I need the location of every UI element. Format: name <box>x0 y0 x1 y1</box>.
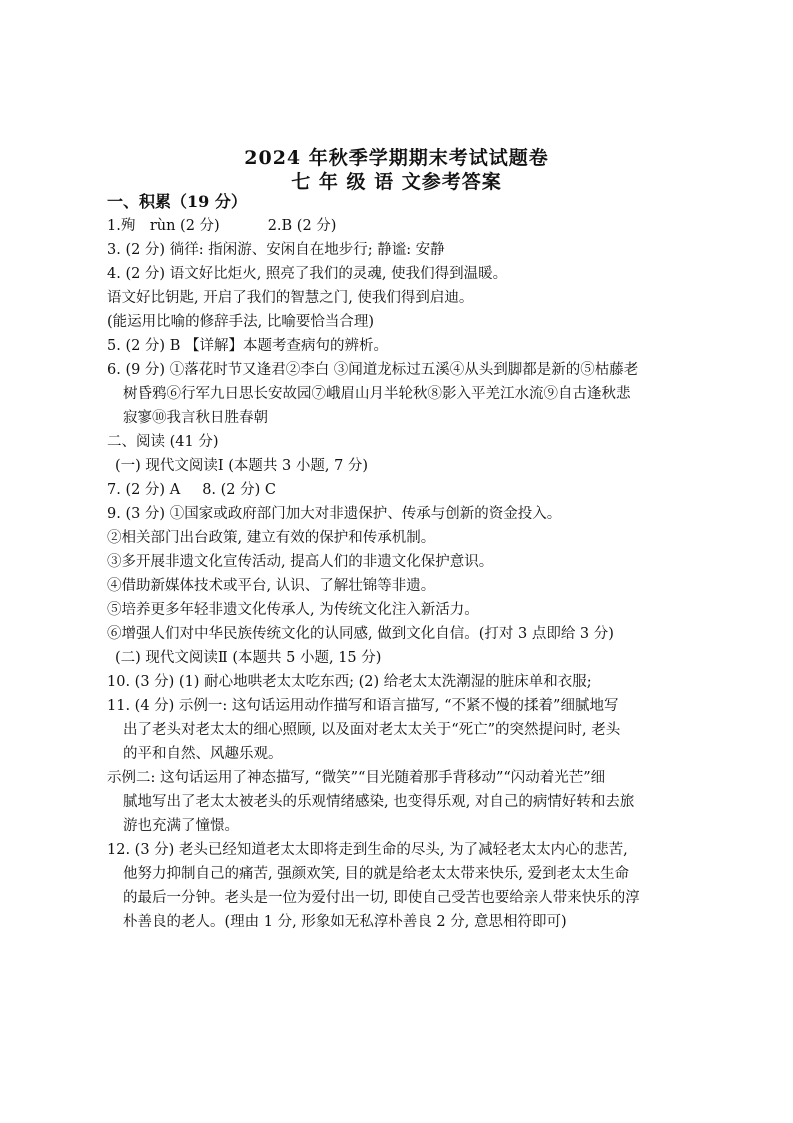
answer-q11: 11. (4 分) 示例一: 这句话运用动作描写和语言描写, “不紧不慢的揉着”细腻地写 <box>107 698 619 714</box>
answer-q11-line3: 的平和自然、风趣乐观。 <box>123 746 283 762</box>
answer-q9-point3: ③多开展非遗文化宣传活动, 提高人们的非遗文化保护意识。 <box>107 554 494 570</box>
answer-q11-line2: 出了老头对老太太的细心照顾, 以及面对老太太关于“死亡”的突然提问时, 老头 <box>123 722 621 738</box>
answer-q9-point4: ④借助新媒体技术或平台, 认识、了解壮锦等非遗。 <box>107 578 436 594</box>
section-heading-accumulation: 一、积累（19 分） <box>107 192 247 211</box>
answer-content <box>107 190 699 934</box>
answer-q12-line2: 他努力抑制自己的痛苦, 强颜欢笑, 目的就是给老太太带来快乐, 爱到老太太生命 <box>123 866 630 882</box>
answer-q11-example2-line3: 游也充满了憧憬。 <box>123 818 239 834</box>
answer-q12-line3: 的最后一分钟。老头是一位为爱付出一切, 即使自己受苦也要给亲人带来快乐的淳 <box>123 890 640 906</box>
answer-q9-point6: ⑥增强人们对中华民族传统文化的认同感, 做到文化自信。(打对 3 点即给 3 分) <box>107 626 614 642</box>
answer-q6-line2: 树昏鸦⑥行军九日思长安故园⑦峨眉山月半轮秋⑧影入平羌江水流⑨自古逢秋悲 <box>123 386 631 402</box>
answer-q11-example2-line2: 腻地写出了老太太被老头的乐观情绪感染, 也变得乐观, 对自己的病情好转和去旅 <box>123 794 635 810</box>
answer-q5: 5. (2 分) B 【详解】本题考查病句的辨析。 <box>107 338 388 354</box>
answer-q9-point2: ②相关部门出台政策, 建立有效的保护和传承机制。 <box>107 530 436 546</box>
subsection-modern-reading-2: (二) 现代文阅读Ⅱ (本题共 5 小题, 15 分) <box>115 650 382 666</box>
answer-q6: 6. (9 分) ①落花时节又逢君②李白 ③闻道龙标过五溪④从头到脚都是新的⑤枯藤老 <box>107 362 639 378</box>
answer-q6-line3: 寂寥⑩我言秋日胜春朝 <box>123 410 268 426</box>
answer-q9: 9. (3 分) ①国家或政府部门加大对非遗保护、传承与创新的资金投入。 <box>107 506 562 522</box>
exam-title: 2024 年秋季学期期末考试试题卷 <box>244 147 549 169</box>
answer-q1: 1.殉 rùn (2 分) <box>107 218 220 234</box>
answer-q12-line4: 朴善良的老人。(理由 1 分, 形象如无私淳朴善良 2 分, 意思相符即可) <box>123 914 567 930</box>
subsection-modern-reading-1: (一) 现代文阅读Ⅰ (本题共 3 小题, 7 分) <box>115 458 369 474</box>
answer-q11-example2: 示例二: 这句话运用了神态描写, “微笑”“目光随着那手背移动”“闪动着光芒”细 <box>107 770 606 786</box>
answer-q8: 8. (2 分) C <box>202 482 276 498</box>
answer-q2: 2.B (2 分) <box>267 218 337 234</box>
answer-q4-note: (能运用比喻的修辞手法, 比喻要恰当合理) <box>107 314 375 330</box>
answer-q12: 12. (3 分) 老头已经知道老太太即将走到生命的尽头, 为了减轻老太太内心的悲苦, <box>107 842 628 858</box>
answer-q7: 7. (2 分) A <box>107 482 181 498</box>
answer-q4-line2: 语文好比钥匙, 开启了我们的智慧之门, 使我们得到启迪。 <box>107 290 474 306</box>
exam-subtitle: 七 年 级 语 文参考答案 <box>291 171 502 193</box>
answer-q10: 10. (3 分) (1) 耐心地哄老太太吃东西; (2) 给老太太洗潮湿的脏床单和衣服; <box>107 674 592 690</box>
answer-q3: 3. (2 分) 徜徉: 指闲游、安闲自在地步行; 静谧: 安静 <box>107 242 445 258</box>
answer-q9-point5: ⑤培养更多年轻非遗文化传承人, 为传统文化注入新活力。 <box>107 602 479 618</box>
section-heading-reading: 二、阅读 (41 分) <box>107 434 219 450</box>
answer-q4: 4. (2 分) 语文好比炬火, 照亮了我们的灵魂, 使我们得到温暖。 <box>107 266 508 282</box>
answer-q7-q8 <box>107 478 699 502</box>
answer-q1-q2 <box>107 214 699 238</box>
